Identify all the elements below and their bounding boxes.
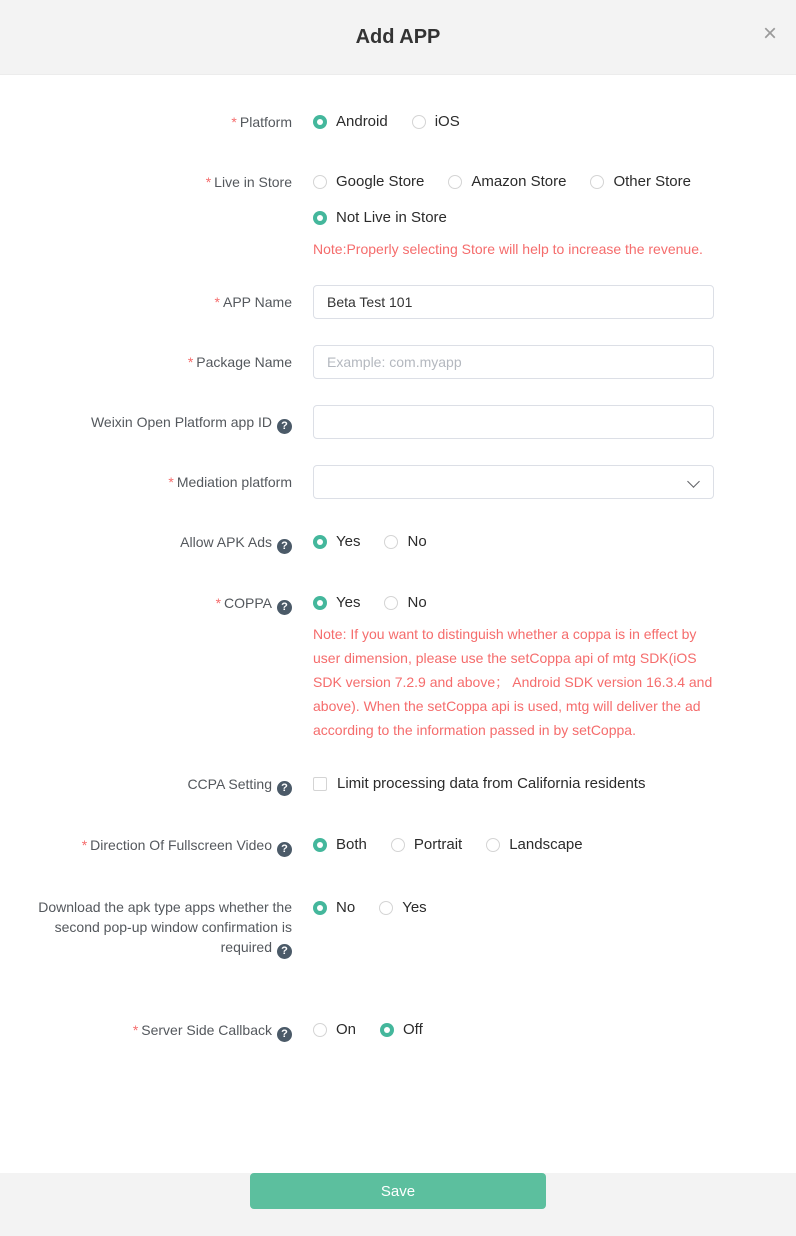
mediation-platform-label (0, 465, 313, 499)
live-in-store-label (0, 171, 313, 193)
help-icon[interactable]: ? (277, 539, 292, 554)
ccpa-setting-label (0, 773, 313, 796)
radio-icon (384, 535, 398, 549)
required-asterisk: * (81, 837, 88, 853)
radio-label: Amazon Store (471, 173, 567, 190)
checkbox-icon (313, 777, 327, 791)
platform-content (313, 111, 714, 133)
radio-apk-confirm-yes[interactable] (379, 897, 426, 919)
package-name-input[interactable] (313, 345, 714, 379)
radio-direction-landscape[interactable] (486, 834, 582, 856)
package-name-content (313, 345, 714, 379)
radio-amazon-store[interactable] (448, 171, 566, 193)
form-item-live-in-store (0, 171, 796, 261)
form-item-platform (0, 111, 796, 133)
server-callback-radio-group (313, 1019, 714, 1041)
allow-apk-ads-label (0, 531, 313, 554)
required-asterisk: * (231, 114, 237, 130)
server-side-callback-label (0, 1019, 313, 1042)
radio-icon (448, 175, 462, 189)
package-name-label-text: Package Name (196, 354, 292, 370)
radio-icon (412, 115, 426, 129)
radio-icon (379, 901, 393, 915)
platform-label (0, 111, 313, 133)
package-name-label (0, 345, 313, 379)
coppa-note: Note: If you want to distinguish whether a coppa is in effect by user dimension, please use the setCoppa api of mtg SDK(iOS SDK version 7.2.9 and above； Android SDK version 16.3.4 and above). When the setCoppa api is used, mtg will deliver the ad according to the information passed in by setCoppa. (313, 626, 713, 738)
radio-icon (313, 175, 327, 189)
radio-icon (384, 596, 398, 610)
radio-icon (391, 838, 405, 852)
direction-label-text: Direction Of Fullscreen Video (90, 837, 272, 853)
required-asterisk: * (215, 595, 222, 611)
radio-label: Not Live in Store (336, 209, 447, 226)
radio-label: Yes (336, 594, 361, 611)
form-item-server-side-callback (0, 1019, 796, 1042)
server-side-callback-content (313, 1019, 714, 1041)
live-in-store-content (313, 171, 714, 261)
radio-coppa-yes[interactable] (313, 592, 360, 614)
radio-label: Portrait (413, 836, 463, 853)
required-asterisk: * (187, 354, 194, 370)
direction-label (0, 834, 313, 857)
required-asterisk: * (205, 174, 212, 190)
coppa-label (0, 592, 313, 615)
server-side-callback-label-text: Server Side Callback (141, 1022, 272, 1038)
radio-label: Google Store (336, 173, 425, 190)
form-item-package-name (0, 345, 796, 379)
store-radio-row-1 (313, 171, 714, 193)
radio-google-store[interactable] (313, 171, 424, 193)
help-icon[interactable]: ? (277, 419, 292, 434)
allow-apk-ads-label-text: Allow APK Ads (180, 534, 272, 550)
radio-icon (313, 1023, 327, 1037)
radio-label: Yes (336, 533, 361, 550)
radio-icon (313, 115, 327, 129)
mediation-platform-content (313, 465, 714, 499)
form-item-direction-of-fullscreen-video (0, 834, 796, 857)
app-name-label (0, 285, 313, 319)
form-item-coppa (0, 592, 796, 742)
radio-label: No (407, 533, 427, 550)
radio-label: Both (336, 836, 367, 853)
coppa-label-text: COPPA (224, 595, 272, 611)
weixin-app-id-label (0, 405, 313, 439)
help-icon[interactable]: ? (277, 600, 292, 615)
apk-download-radio-group (313, 895, 714, 919)
radio-icon (486, 838, 500, 852)
radio-apk-ads-no[interactable] (384, 531, 426, 553)
apk-download-confirmation-content (313, 895, 714, 919)
direction-radio-group (313, 834, 714, 856)
radio-icon (313, 596, 327, 610)
radio-label: On (336, 1021, 357, 1038)
apk-download-confirmation-label (0, 895, 313, 959)
platform-radio-group (313, 111, 714, 133)
radio-label: Android (336, 113, 388, 130)
radio-icon (380, 1023, 394, 1037)
form-item-allow-apk-ads (0, 531, 796, 554)
required-asterisk: * (168, 474, 174, 490)
form-item-mediation-platform (0, 465, 796, 499)
radio-label: Off (403, 1021, 423, 1038)
radio-ios[interactable] (412, 111, 460, 133)
mediation-platform-label-text: Mediation platform (176, 474, 292, 490)
radio-coppa-no[interactable] (384, 592, 426, 614)
coppa-radio-group (313, 592, 714, 614)
direction-content (313, 834, 714, 856)
close-icon[interactable]: × (762, 20, 777, 47)
help-icon[interactable]: ? (277, 944, 292, 959)
form-item-ccpa-setting (0, 773, 796, 796)
allow-apk-ads-content (313, 531, 714, 553)
radio-icon (313, 901, 327, 915)
checkbox-label: Limit processing data from California residents (337, 775, 646, 792)
dialog-footer (0, 1173, 796, 1236)
radio-not-live-in-store[interactable] (313, 207, 447, 229)
radio-label: Yes (402, 899, 427, 916)
radio-label: No (407, 594, 427, 611)
mediation-platform-select[interactable] (313, 465, 714, 499)
help-icon[interactable]: ? (277, 842, 292, 857)
form-item-weixin-app-id (0, 405, 796, 439)
store-radio-row-2 (313, 207, 714, 229)
chevron-down-icon (687, 475, 700, 488)
radio-apk-confirm-no[interactable] (313, 897, 355, 919)
radio-label: No (336, 899, 356, 916)
form-item-apk-download-confirmation (0, 895, 796, 959)
dialog-header (0, 0, 796, 75)
radio-direction-both[interactable] (313, 834, 367, 856)
radio-icon (590, 175, 604, 189)
save-button[interactable]: Save (250, 1173, 546, 1209)
radio-other-store[interactable] (590, 171, 691, 193)
apk-download-confirmation-label-text: Download the apk type apps whether the second pop-up window confirmation is required (38, 899, 292, 955)
dialog-title: Add APP (355, 26, 441, 48)
coppa-content (313, 592, 714, 742)
help-icon[interactable]: ? (277, 1027, 292, 1042)
radio-apk-ads-yes[interactable] (313, 531, 360, 553)
required-asterisk: * (132, 1022, 139, 1038)
weixin-app-id-input[interactable] (313, 405, 714, 439)
required-asterisk: * (214, 294, 220, 310)
weixin-app-id-content (313, 405, 714, 439)
store-note: Note:Properly selecting Store will help to increase the revenue. (313, 241, 703, 257)
radio-icon (313, 838, 327, 852)
app-name-label-text: APP Name (223, 294, 292, 310)
form-item-app-name (0, 285, 796, 319)
allow-apk-ads-radio-group (313, 531, 714, 553)
platform-label-text: Platform (239, 114, 292, 130)
radio-label: iOS (434, 113, 460, 130)
radio-callback-off[interactable] (380, 1019, 423, 1041)
app-name-content (313, 285, 714, 319)
help-icon[interactable]: ? (277, 781, 292, 796)
radio-icon (313, 211, 327, 225)
radio-label: Landscape (509, 836, 583, 853)
ccpa-setting-content (313, 773, 714, 796)
ccpa-setting-label-text: CCPA Setting (187, 776, 272, 792)
radio-direction-portrait[interactable] (391, 834, 462, 856)
radio-label: Other Store (613, 173, 691, 190)
radio-icon (313, 535, 327, 549)
radio-android[interactable] (313, 111, 388, 133)
live-in-store-label-text: Live in Store (214, 174, 292, 190)
dialog-body (0, 75, 796, 1142)
weixin-app-id-label-text: Weixin Open Platform app ID (90, 414, 272, 430)
ccpa-checkbox[interactable] (313, 773, 645, 795)
app-name-input[interactable] (313, 285, 714, 319)
radio-callback-on[interactable] (313, 1019, 356, 1041)
